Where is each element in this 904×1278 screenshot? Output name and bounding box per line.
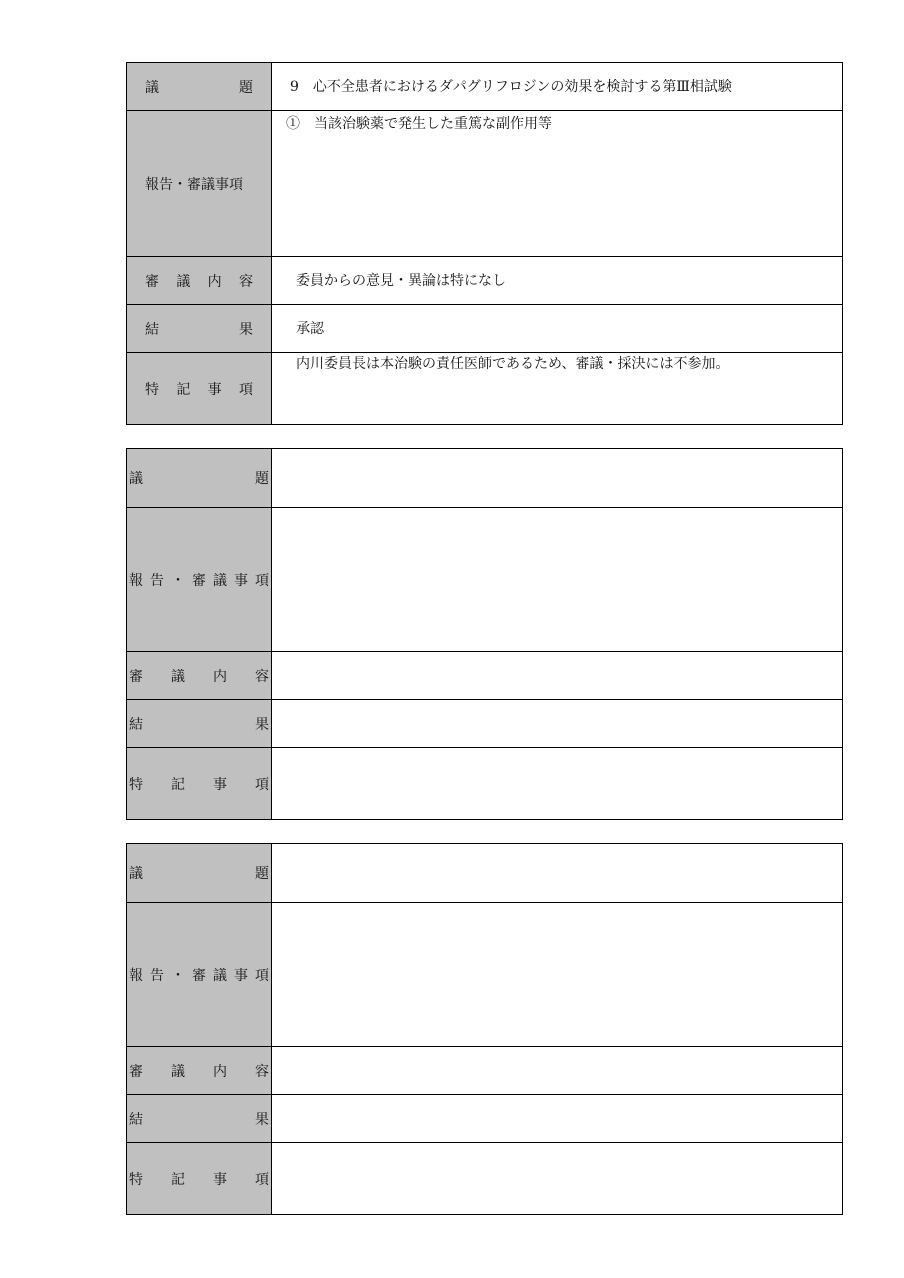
notes-label [126, 353, 272, 424]
label-char: 内 [213, 1063, 227, 1080]
label-char: 特 [145, 381, 159, 398]
notes-row [126, 748, 843, 820]
label-char: 容 [255, 1063, 269, 1080]
notes-value [272, 748, 843, 819]
report-row [126, 508, 843, 652]
report-value [272, 508, 843, 651]
label-char: 審 [129, 1063, 143, 1080]
label-char: 議 [145, 79, 159, 96]
label-char: 審 [192, 572, 206, 589]
label-char: 議 [213, 967, 227, 984]
label-char: 告 [150, 967, 164, 984]
topic-row [126, 448, 843, 508]
deliberation-label [126, 257, 272, 304]
label-char: ・ [171, 572, 185, 589]
label-text: 報告・審議事項 [145, 176, 243, 193]
label-char: 題 [255, 866, 269, 882]
label-char: 題 [239, 79, 253, 96]
deliberation-row [126, 257, 843, 305]
report-label [126, 903, 272, 1046]
label-char: 事 [234, 572, 248, 589]
result-row [126, 700, 843, 748]
label-char: 記 [176, 381, 191, 398]
label-char: 報 [129, 572, 143, 589]
deliberation-row [126, 1047, 843, 1095]
label-char: 記 [171, 776, 185, 793]
label-char: 題 [255, 471, 269, 487]
notes-row [126, 1143, 843, 1215]
topic-label [126, 449, 272, 507]
topic-value: 9 心不全患者におけるダパグリフロジンの効果を検討する第Ⅲ相試験 [272, 63, 843, 110]
notes-label [126, 748, 272, 819]
label-char: 事 [213, 1171, 227, 1188]
label-char: 記 [171, 1171, 185, 1188]
deliberation-value [272, 1047, 843, 1094]
result-row [126, 1095, 843, 1143]
deliberation-label [126, 1047, 272, 1094]
result-value [272, 1095, 843, 1142]
topic-label [126, 63, 272, 110]
label-char: 審 [129, 668, 143, 685]
label-char: 内 [213, 668, 227, 685]
label-char: 果 [255, 716, 269, 733]
report-row [126, 111, 843, 257]
label-char: 果 [255, 1111, 269, 1128]
notes-label [126, 1143, 272, 1214]
label-char: 議 [171, 668, 185, 685]
label-char: 議 [176, 273, 191, 290]
label-char: 議 [129, 866, 143, 882]
record-table-2 [126, 448, 843, 820]
deliberation-row [126, 652, 843, 700]
result-value [272, 700, 843, 747]
result-row [126, 305, 843, 353]
label-char: 事 [207, 381, 222, 398]
notes-value: 内川委員長は本治験の責任医師であるため、審議・採決には不参加。 [272, 353, 843, 424]
topic-row [126, 62, 843, 111]
report-value [272, 903, 843, 1046]
result-value: 承認 [272, 305, 843, 352]
label-char: 議 [213, 572, 227, 589]
label-char: ・ [171, 967, 185, 984]
label-char: 特 [129, 1171, 143, 1188]
label-char: 項 [255, 967, 269, 984]
label-char: 結 [145, 321, 159, 338]
result-label [126, 700, 272, 747]
result-label [126, 1095, 272, 1142]
label-char: 特 [129, 776, 143, 793]
label-char: 果 [239, 321, 253, 338]
label-char: 議 [129, 471, 143, 487]
report-label [126, 508, 272, 651]
topic-value [272, 844, 843, 902]
label-char: 項 [255, 1171, 269, 1188]
notes-row [126, 353, 843, 425]
report-label [126, 111, 272, 256]
label-char: 事 [213, 776, 227, 793]
deliberation-value: 委員からの意見・異論は特になし [272, 257, 843, 304]
label-char: 項 [238, 381, 253, 398]
result-label [126, 305, 272, 352]
label-char: 項 [255, 776, 269, 793]
label-char: 審 [192, 967, 206, 984]
label-char: 審 [145, 273, 159, 290]
label-char: 結 [129, 716, 143, 733]
report-row [126, 903, 843, 1047]
topic-row [126, 843, 843, 903]
label-char: 議 [171, 1063, 185, 1080]
notes-value [272, 1143, 843, 1214]
label-char: 事 [234, 967, 248, 984]
record-table-1 [126, 62, 843, 425]
label-char: 容 [238, 273, 253, 290]
topic-label [126, 844, 272, 902]
label-char: 結 [129, 1111, 143, 1128]
topic-value [272, 449, 843, 507]
label-char: 報 [129, 967, 143, 984]
label-char: 容 [255, 668, 269, 685]
label-char: 項 [255, 572, 269, 589]
deliberation-label [126, 652, 272, 699]
report-value: ① 当該治験薬で発生した重篤な副作用等 [272, 111, 843, 256]
label-char: 内 [207, 273, 222, 290]
record-table-3 [126, 843, 843, 1215]
label-char: 告 [150, 572, 164, 589]
deliberation-value [272, 652, 843, 699]
